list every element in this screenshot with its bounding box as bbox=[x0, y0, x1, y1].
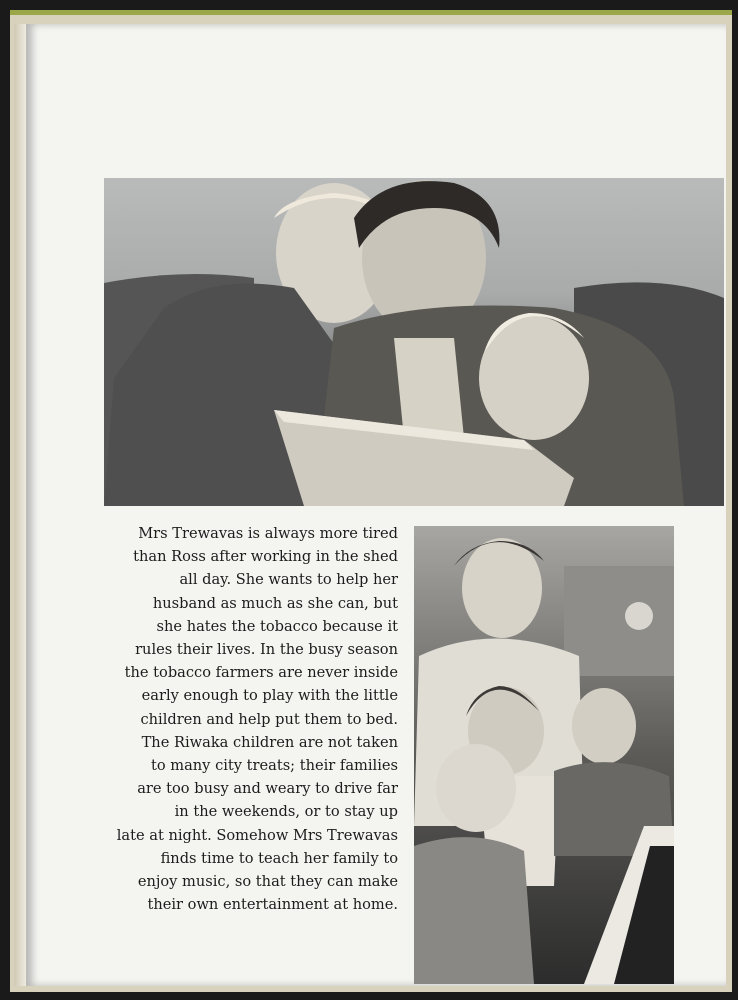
body-line: children and help put them to bed. bbox=[140, 710, 398, 728]
body-line: husband as much as she can, but bbox=[152, 594, 398, 612]
body-line: are too busy and weary to drive far bbox=[137, 780, 398, 798]
photo-family-at-piano bbox=[414, 526, 674, 984]
body-line: their own entertainment at home. bbox=[147, 896, 398, 914]
body-line: rules their lives. In the busy season bbox=[135, 641, 398, 659]
body-line: than Ross after working in the shed bbox=[133, 548, 398, 566]
body-line: in the weekends, or to stay up bbox=[174, 803, 398, 821]
body-line: The Riwaka children are not taken bbox=[141, 733, 398, 751]
body-line: finds time to teach her family to bbox=[160, 849, 398, 867]
page-spine bbox=[14, 24, 26, 986]
body-line: to many city treats; their families bbox=[150, 757, 398, 775]
photo-mother-reading-with-sons bbox=[104, 178, 724, 506]
body-text bbox=[108, 522, 398, 916]
body-line: late at night. Somehow Mrs Trewavas bbox=[116, 826, 398, 844]
body-line: enjoy music, so that they can make bbox=[137, 873, 398, 891]
body-line: she hates the tobacco because it bbox=[156, 617, 398, 635]
body-line: all day. She wants to help her bbox=[179, 571, 398, 589]
body-line: early enough to play with the little bbox=[141, 687, 398, 705]
body-line: Mrs Trewavas is always more tired bbox=[138, 525, 398, 542]
body-line: the tobacco farmers are never inside bbox=[124, 664, 398, 682]
